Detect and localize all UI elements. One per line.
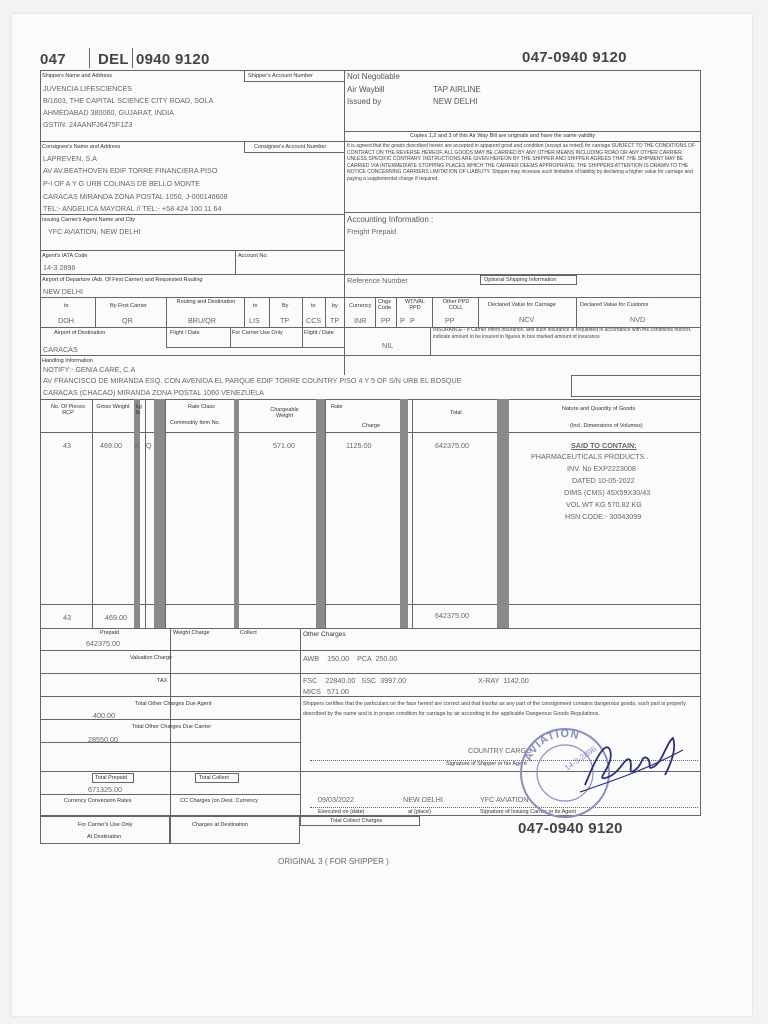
declared-customs-label: Declared Value for Customs [580, 302, 649, 308]
shaded-column [234, 399, 239, 628]
shaded-column [316, 399, 325, 628]
airline-name: TAP AIRLINE [433, 85, 481, 94]
air-waybill-title: Air Waybill [347, 85, 385, 94]
consignee-line: LAPREVEN, S.A [43, 154, 97, 163]
line [300, 650, 700, 651]
total-collect-label: Total Collect [199, 775, 229, 781]
issuing-agent: YFC AVIATION [480, 795, 529, 804]
charge-header: Charge [362, 423, 381, 429]
header-divider [132, 48, 133, 68]
consignee-line: AV AV.BEATHOVEN EDIF TORRE FINANCIERA PISO [43, 166, 218, 175]
at-place-label: at (place) [408, 809, 431, 815]
consignee-account-divider [244, 141, 245, 152]
issued-by-value: NEW DELHI [433, 97, 478, 106]
departure-value: NEW DELHI [43, 287, 83, 296]
executed-place: NEW DELHI [403, 795, 443, 804]
conditions-text: It is agreed that the goods described herein are accepted in apparent good and condition (except as noted) for carriage SUBJECT TO THE CONDITIONS OF CONTRACT ON THE REVERSE HEREOF. ALL GOODS MAY BE CARRIED BY ANY OTHER MEANS INCLUDING ROAD OR ANY OTHER CARRIER UNLESS SPECIFIC CONTRARY. INSTRUCTIONS ARE GIVEN HEREON BY THE SHIPPER AND SHIPPER AGREES THAT THE SHIPMENT MAY BE CARRIED VIA INTERMEDIATE STOPPING PLACES WHICH THE CARRIER DEEMS APPROPRIATE. THE SHIPPERS ATTENTION IS DRAWN TO THE NOTICE CONCERNING CARRIERS LIMITATION OF LIABILITY. Shipper may increase such limitation of liability by declaring a higher value for carriage and paying a supplemental charge if required. [347, 143, 695, 182]
gross-total: 469.00 [105, 613, 127, 622]
shipper-signature-label: Signature of Shipper or his Agent [446, 761, 527, 767]
line [166, 297, 167, 327]
sci-box [571, 375, 701, 397]
optional-shipping-label: Optional Shipping Information [484, 277, 557, 283]
line [40, 794, 300, 795]
issuing-signature-label: Signature of Issuing Carrier or its Agent [480, 809, 576, 815]
commodity-header: Commodity Item No. [170, 420, 221, 426]
carrier-use-label: For Carrier Use Only [232, 330, 283, 336]
declared-carriage-label: Declared Value for Carriage [488, 302, 556, 308]
header-divider [89, 48, 90, 68]
rate-class-header: Rate Class [188, 404, 215, 410]
by3-label: by [332, 303, 338, 309]
line [40, 274, 701, 275]
line [166, 347, 344, 348]
line [92, 399, 93, 628]
shipper-label: Shippers Name and Address [42, 73, 113, 79]
gross-value: 469.00 [100, 441, 122, 450]
departure-label: Airport of Departure (Adr. Of First Carrier) and Requested Routing [42, 277, 203, 283]
other-charges-line: FSC 22840.00 SSC 3997.00 [303, 676, 407, 685]
wt-coll-value: P [410, 316, 415, 325]
wt-ppd-value: P [400, 316, 405, 325]
nature-line: DIMS (CMS) 45X59X30/43 [564, 488, 651, 497]
other-charges-line: MICS 571.00 [303, 687, 349, 696]
copies-note: Copies 1,2 and 3 of this Air Way Bill are originals and have the same validity [410, 133, 596, 139]
line [302, 327, 303, 347]
total-total: 642375.00 [435, 611, 469, 620]
other-label: Other PPD COLL [442, 299, 470, 312]
shipper-line: GSTIN: 24AANFJ6475F1Z3 [43, 120, 133, 129]
awb-serial: 0940 9120 [136, 51, 210, 68]
reference-label: Reference Number [347, 276, 408, 285]
line [40, 742, 300, 743]
shipper-signer: COUNTRY CARGO [468, 746, 532, 755]
other-charges-line: AWB 150.00 PCA 250.00 [303, 654, 398, 663]
shipper-line: JUVENCIA LIFESCIENCES [43, 84, 133, 93]
total-value: 642375.00 [435, 441, 469, 450]
line [244, 297, 245, 327]
line [95, 297, 96, 327]
by2-value: TP [280, 316, 290, 325]
line [166, 327, 167, 347]
line [302, 297, 303, 327]
chgs-code-label: Chgs Code [378, 299, 392, 312]
flight-date-label-2: Flight / Date [304, 330, 334, 336]
to2-value: LIS [249, 316, 260, 325]
line [40, 696, 300, 697]
agent-label: Issuing Carrier's Agent Name and City [42, 217, 136, 223]
currency-value: INR [354, 316, 367, 325]
wt-val-label: WT/VAL PPD [404, 299, 426, 312]
line [244, 152, 344, 153]
total-prepaid-label: Total Prepaid [95, 775, 128, 781]
awb-prefix: 047 [40, 51, 66, 68]
handling-line: NOTIFY:- GENIA CARE, C.A [43, 365, 136, 374]
due-carrier-value: 28550.00 [88, 735, 118, 744]
other-charges-label: Other Charges [303, 631, 346, 638]
nature-line: PHARMACEUTICALS PRODUCTS . [531, 452, 649, 461]
nature-line: HSN CODE:- 30043099 [565, 512, 642, 521]
chargeable-header: Chargeable Weight [270, 407, 299, 420]
line [40, 673, 300, 674]
line [325, 399, 326, 628]
handling-label: Handling Information [42, 358, 93, 364]
nature-header: Nature and Quantity of Goods [562, 406, 636, 412]
unit-value: K [135, 441, 140, 450]
flight-date-label: Flight / Date [170, 330, 200, 336]
pieces-total: 43 [63, 613, 71, 622]
handling-line: AV FRANCISCO DE MIRANDA ESQ. CON AVENIDA EL PARQUE EDIF TORRE COUNTRY PISO 4 Y 5 OF S/N URB EL BOSQUE [43, 376, 462, 385]
consignee-line: P-I OF A Y G URB COLINAS DE BELLO MONTE [43, 179, 201, 188]
line [300, 696, 700, 697]
line [300, 673, 700, 674]
to3-label: to [311, 303, 316, 309]
consignee-line: TEL:- ANGELICA MAYORAL // TEL:- +58 424 100 11 64 [43, 204, 222, 213]
by2-label: By [282, 303, 289, 309]
line [40, 719, 300, 720]
shipper-line: AHMEDABAD 380060, GUJARAT, INDIA [43, 108, 174, 117]
insurance-value: NIL [382, 341, 394, 350]
line [40, 355, 701, 356]
accounting-value: Freight Prepaid [347, 227, 397, 236]
line [40, 250, 344, 251]
currency-rates-label: Currency Conversion Rates [64, 798, 132, 804]
due-agent-value: 400.00 [93, 711, 115, 720]
carrier-use-only-label: For Carrier's Use Only [78, 822, 133, 828]
line [40, 214, 344, 215]
shipper-account-divider [244, 70, 245, 81]
shaded-column [154, 399, 165, 628]
accounting-label: Accounting Information : [347, 215, 434, 224]
pieces-header: No. Of Pieces RCP [51, 404, 85, 417]
line [40, 650, 300, 651]
weight-charge-label: Weight Charge [173, 630, 210, 636]
shipper-account-label: Shipper's Account Number [248, 73, 313, 79]
line [40, 297, 701, 298]
center-divider [344, 70, 345, 375]
nature-line: VOL WT KG 570.82 KG [566, 500, 642, 509]
line [269, 297, 270, 327]
line [145, 399, 146, 628]
total-collect-charges-label: Total Collect Charges [330, 818, 383, 824]
line [244, 81, 344, 82]
declared-customs-value: NVD [630, 315, 646, 324]
signature-line [310, 807, 698, 808]
rate-value: 1125.00 [346, 441, 372, 450]
nature-line: SAID TO CONTAIN: [571, 441, 637, 450]
collect-label: Collect [240, 630, 257, 636]
routing-dest-label: Routing and Destination [176, 299, 236, 305]
currency-label: Currency [349, 303, 372, 309]
line [430, 327, 431, 355]
line [40, 141, 701, 142]
line [344, 212, 701, 213]
line [230, 327, 231, 347]
charges-destination-label: Charges at Destination [192, 822, 248, 828]
routing-dest-value: BRU/QR [188, 316, 216, 325]
declared-carriage-value: NCV [519, 315, 535, 324]
routing-to-value: DOH [58, 316, 74, 325]
to2-label: to [253, 303, 258, 309]
insurance-text: INSURANCE - If Carrier offers insurance, and such insurance is requested in accordance with the conditions thereof, indicate amount to be insured in figures in box marked amount of insurance [433, 327, 692, 340]
due-carrier-label: Total Other Charges Due Carrier [132, 724, 212, 730]
line [325, 297, 326, 327]
chgs-code-value: PP [381, 316, 391, 325]
origin-code: DEL [98, 51, 129, 68]
tax-label: TAX [157, 678, 168, 684]
destination-charges-box [170, 816, 300, 844]
rate-header: Rate [331, 404, 343, 410]
destination-value: CARACAS [43, 345, 78, 354]
weight-charge-value: 642375.00 [86, 639, 120, 648]
routing-to-label: to [64, 303, 69, 309]
prepaid-label: Prepaid [100, 630, 119, 636]
valuation-label: Valuation Charge [130, 655, 173, 661]
iata-code: 14-3 2896 [43, 263, 76, 272]
line [40, 628, 701, 629]
gross-header: Gross Weight [96, 404, 130, 410]
not-negotiable: Not Negotiable [347, 72, 400, 81]
handling-line: CARACAS (CHACAO) MIRANDA ZONA POSTAL 1060 VENEZUELA [43, 388, 264, 397]
copy-label: ORIGINAL 3 ( FOR SHIPPER ) [278, 857, 389, 866]
consignee-account-label: Consignee's Account Number [254, 144, 327, 150]
chargeable-value: 571.00 [273, 441, 295, 450]
other-value: PP [445, 316, 455, 325]
shaded-column [400, 399, 408, 628]
total-header: Total [450, 410, 462, 416]
line [344, 131, 701, 132]
executed-on-label: Executed on (date) [318, 809, 365, 815]
stamp-text: AVIATION [522, 727, 581, 764]
line [478, 297, 479, 327]
nature-line: DATED 10-05-2022 [572, 476, 635, 485]
by-first-carrier-label: By First Carrier [110, 303, 147, 309]
line [576, 297, 577, 327]
destination-label: Airport of Destination [54, 330, 106, 336]
shaded-column [134, 399, 140, 628]
to3-value: CCS [306, 316, 322, 325]
executed-date: 09/03/2022 [318, 795, 354, 804]
agent-name: YFC AVIATION, NEW DELHI [48, 227, 141, 236]
awb-number-top: 047-0940 9120 [522, 49, 627, 66]
dimensions-header: (Incl. Dimensions of Volumes) [570, 423, 643, 429]
pieces-value: 43 [63, 441, 71, 450]
issued-by-label: Issued by [347, 97, 382, 106]
xray-charge: X-RAY 1142.00 [478, 676, 529, 685]
line [396, 297, 397, 327]
stamp-code: 14-3-2896 [562, 744, 599, 773]
total-prepaid-value: 671325.00 [88, 785, 122, 794]
consignee-label: Consignee's Name and Address [42, 144, 121, 150]
line [375, 297, 376, 327]
rate-class-value: Q [146, 441, 152, 450]
nature-line: INV. No EXP2223008 [567, 464, 636, 473]
handwritten-signature [575, 730, 685, 800]
carrier-use-box [40, 816, 170, 844]
by3-value: TP [330, 316, 340, 325]
due-agent-label: Total Other Charges Due Agent [135, 701, 212, 707]
line [432, 297, 433, 327]
by-first-carrier-value: QR [122, 316, 133, 325]
consignee-line: CARACAS MIRANDA ZONA POSTAL 1050, J-000146608 [43, 192, 228, 201]
line [300, 628, 301, 816]
shaded-column [497, 399, 509, 628]
line [165, 399, 166, 628]
shipper-line: B/1603, THE CAPITAL SCIENCE CITY ROAD, SOLA [43, 96, 214, 105]
cc-charges-label: CC Charges (on Dest. Currency [180, 798, 258, 804]
certification-text: Shippers certifies that the particulars on the face hereof are correct and that insofar as any part of the consignment contains dangerous goods, such part is properly described by the name and is in proper condition for carriage by air according to the applicable Dangerous Goods Regulations. [303, 701, 686, 718]
at-destination-label: At Destination [87, 834, 122, 840]
account-no-label: Account No. [238, 253, 268, 259]
line [412, 399, 413, 628]
kg-header: kg lb [136, 404, 142, 417]
iata-label: Agent's IATA Code [42, 253, 88, 259]
line [235, 250, 236, 274]
awb-number-bottom: 047-0940 9120 [518, 820, 623, 837]
